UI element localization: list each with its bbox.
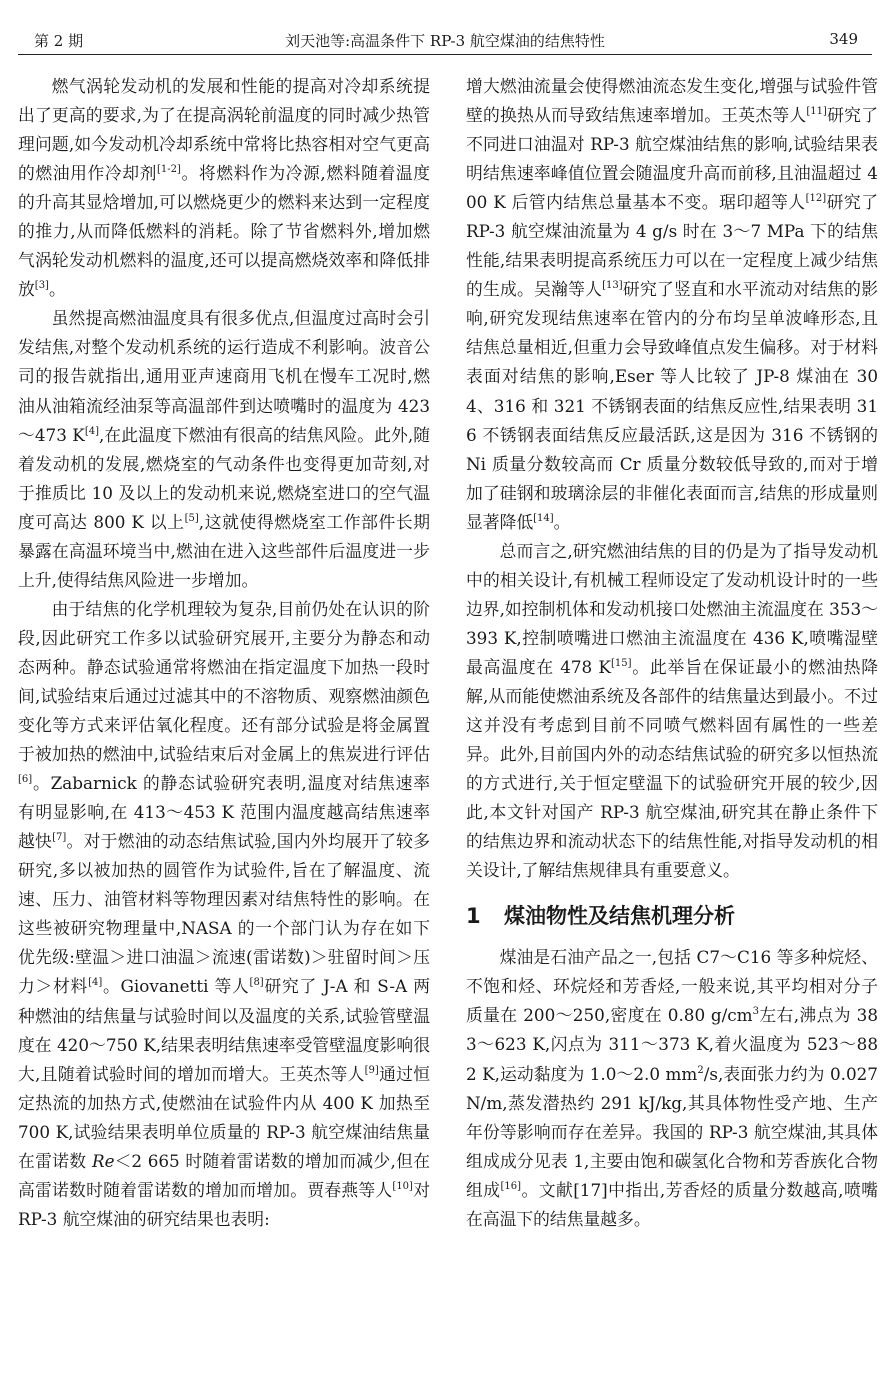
body-text: 研究了 RP-3 航空煤油流量为 4 g/s 时在 3～7 MPa 下的结焦性能,结果表明提高系统压力可以在一定程度上减少结焦的生成。吴瀚等人 bbox=[466, 192, 878, 300]
citation: [6] bbox=[18, 774, 33, 786]
body-text: 左右,沸点为 383～623 K,闪点为 311～373 K,着火温度为 523～882 K,运动黏度为 1.0～2.0 mm bbox=[466, 1005, 878, 1084]
superscript: 3 bbox=[752, 1006, 759, 1018]
superscript: 2 bbox=[697, 1064, 704, 1076]
body-text: 。 bbox=[553, 511, 571, 532]
section-heading bbox=[466, 901, 878, 931]
issue-number: 第 2 期 bbox=[34, 32, 84, 50]
citation: [16] bbox=[500, 1180, 522, 1192]
body-text: 研究了 J-A 和 S-A 两种燃油的结焦量与试验时间以及温度的关系,试验管壁温度在 420～750 K,结果表明结焦速率受管壁温度影响很大,且随着试验时间的增加而增大。王英杰等人 bbox=[18, 976, 430, 1084]
paragraph-intro-cooling bbox=[18, 72, 430, 304]
body-text: 研究了竖直和水平流动对结焦的影响,研究发现结焦速率在管内的分布均呈单波峰形态,且结焦总量相近,但重力会导致峰值点发生偏移。对于材料表面对结焦的影响,Eser 等人比较了 JP-8 煤油在 304、316 和 321 不锈钢表面的结焦反应性,结果表明 316 不锈钢表面结焦反应最活跃,这是因为 316 不锈钢的 Ni 质量分数较高而 Cr 质量分数较低导致的,而对于增加了硅钢和玻璃涂层的非催化表面而言,结焦的形成量则显著降低 bbox=[466, 279, 878, 532]
body-text: 。Giovanetti 等人 bbox=[102, 976, 250, 997]
body-text: ,在此温度下燃油有很高的结焦风险。此外,随着发动机的发展,燃烧室的气动条件也变得更加苛刻,对于推质比 10 及以上的发动机来说,燃烧室进口的空气温度可高达 800 K 以上 bbox=[18, 424, 431, 532]
citation: [13] bbox=[602, 280, 623, 292]
body-text: 通过恒定热流的加热方式,使燃油在试验件内从 400 K 加热至 700 K,试验结果表明单位质量的 RP-3 航空煤油结焦量在雷诺数 bbox=[18, 1063, 430, 1171]
body-text: ,这就使得燃烧室工作部件长期暴露在高温环境当中,燃油在进入这些部件后温度进一步上升,使得结焦风险进一步增加。 bbox=[18, 511, 430, 590]
citation: [10] bbox=[392, 1180, 413, 1192]
citation: [4] bbox=[84, 425, 100, 437]
citation: [3] bbox=[34, 280, 49, 292]
body-text: 由于结焦的化学机理较为复杂,目前仍处在认识的阶段,因此研究工作多以试验研究展开,主要分为静态和动态两种。静态试验通常将燃油在指定温度下加热一段时间,试验结束后通过过滤其中的不溶物质、观察燃油颜色变化等方式来评估氧化程度。还有部分试验是将金属置于被加热的燃油中,试验结束后对金属上的焦炭进行评估 bbox=[18, 598, 430, 765]
paragraph-continued bbox=[466, 72, 878, 537]
citation: [8] bbox=[249, 977, 264, 989]
running-title: 刘天池等:高温条件下 RP-3 航空煤油的结焦特性 bbox=[285, 32, 605, 50]
running-header bbox=[18, 24, 872, 55]
left-column bbox=[18, 72, 430, 1234]
body-text: 。对于燃油的动态结焦试验,国内外均展开了较多研究,多以被加热的圆管作为试验件,旨在了解温度、流速、压力、油管材料等物理因素对结焦特性的影响。在这些被研究物理量中,NASA 的一个部门认为存在如下优先级:壁温＞进口油温＞流速(雷诺数)＞驻留时间＞压力＞材料 bbox=[18, 831, 430, 997]
paragraph-experiments bbox=[18, 595, 430, 1234]
citation: [5] bbox=[184, 512, 199, 524]
page-number: 349 bbox=[829, 30, 858, 48]
paragraph-summary bbox=[466, 537, 878, 886]
citation: [9] bbox=[364, 1064, 379, 1076]
body-text: 对 RP-3 航空煤油的研究结果也表明: bbox=[18, 1179, 430, 1229]
body-text: 。Zabarnick 的静态试验研究表明,温度对结焦速率有明显影响,在 413～453 K 范围内温度越高结焦速率越快 bbox=[18, 773, 430, 852]
citation: [4] bbox=[88, 977, 103, 989]
paragraph-coking-risk bbox=[18, 304, 430, 594]
citation: [12] bbox=[805, 193, 827, 205]
body-text: 煤油是石油产品之一,包括 C7～C16 等多种烷烃、不饱和烃、环烷烃和芳香烃,一般来说,其平均相对分子质量在 200～250,密度在 0.80 g/cm bbox=[466, 947, 878, 1026]
body-text: 。文献[17]中指出,芳香烃的质量分数越高,喷嘴在高温下的结焦量越多。 bbox=[466, 1179, 878, 1229]
body-text: 研究了不同进口油温对 RP-3 航空煤油结焦的影响,试验结果表明结焦速率峰值位置会随温度升高而前移,且油温超过 400 K 后管内结焦总量基本不变。琚印超等人 bbox=[466, 105, 878, 213]
right-column bbox=[466, 72, 878, 1234]
reynolds-symbol: Re bbox=[92, 1150, 115, 1171]
citation: [14] bbox=[533, 512, 554, 524]
citation: [15] bbox=[610, 657, 632, 669]
body-text: 。此举旨在保证最小的燃油热降解,从而能使燃油系统及各部件的结焦量达到最小。不过这并没有考虑到目前不同喷气燃料固有属性的一些差异。此外,目前国内外的动态结焦试验的研究多以恒热流的方式进行,关于恒定壁温下的试验研究开展的较少,因此,本文针对国产 RP-3 航空煤油,研究其在静止条件下的结焦边界和流动状态下的结焦性能,对指导发动机的相关设计,了解结焦规律具有重要意义。 bbox=[466, 656, 878, 881]
section-number: 1 bbox=[466, 904, 481, 929]
body-text: /s,表面张力约为 0.027 N/m,蒸发潜热约 291 kJ/kg,其具体物性受产地、生产年份等影响而存在差异。我国的 RP-3 航空煤油,其具体组成成分见表 1,主要由饱和碳氢化合物和芳香族化合物组成 bbox=[466, 1063, 878, 1200]
body-text: 总而言之,研究燃油结焦的目的仍是为了指导发动机中的相关设计,有机械工程师设定了发动机设计时的一些边界,如控制机体和发动机接口处燃油主流温度在 353～393 K,控制喷嘴进口燃油主流温度在 436 K,喷嘴湿壁最高温度在 478 K bbox=[466, 540, 878, 677]
citation: [11] bbox=[806, 106, 827, 118]
section-title: 煤油物性及结焦机理分析 bbox=[504, 904, 735, 929]
citation: [7] bbox=[52, 832, 67, 844]
citation: [1-2] bbox=[156, 164, 181, 176]
body-text: 。 bbox=[48, 279, 66, 300]
body-text: 燃气涡轮发动机的发展和性能的提高对冷却系统提出了更高的要求,为了在提高涡轮前温度的同时减少热管理问题,如今发动机冷却系统中常将比热容相对空气更高的燃油用作冷却剂 bbox=[18, 76, 430, 184]
body-text: 虽然提高燃油温度具有很多优点,但温度过高时会引发结焦,对整个发动机系统的运行造成不利影响。波音公司的报告就指出,通用亚声速商用飞机在慢车工况时,燃油从油箱流经油泵等高温部件到达喷嘴时的温度为 423～473 K bbox=[18, 308, 430, 445]
paragraph-kerosene-properties bbox=[466, 943, 878, 1233]
body-text: ＜2 665 时随着雷诺数的增加而减少,但在高雷诺数时随着雷诺数的增加而增加。贾春燕等人 bbox=[18, 1150, 430, 1200]
body-text: 增大燃油流量会使得燃油流态发生变化,增强与试验件管壁的换热从而导致结焦速率增加。王英杰等人 bbox=[466, 76, 878, 126]
body-text: 。将燃料作为冷源,燃料随着温度的升高其显焓增加,可以燃烧更少的燃料来达到一定程度的推力,从而降低燃料的消耗。除了节省燃料外,增加燃气涡轮发动机燃料的温度,还可以提高燃烧效率和降低排放 bbox=[18, 163, 430, 300]
